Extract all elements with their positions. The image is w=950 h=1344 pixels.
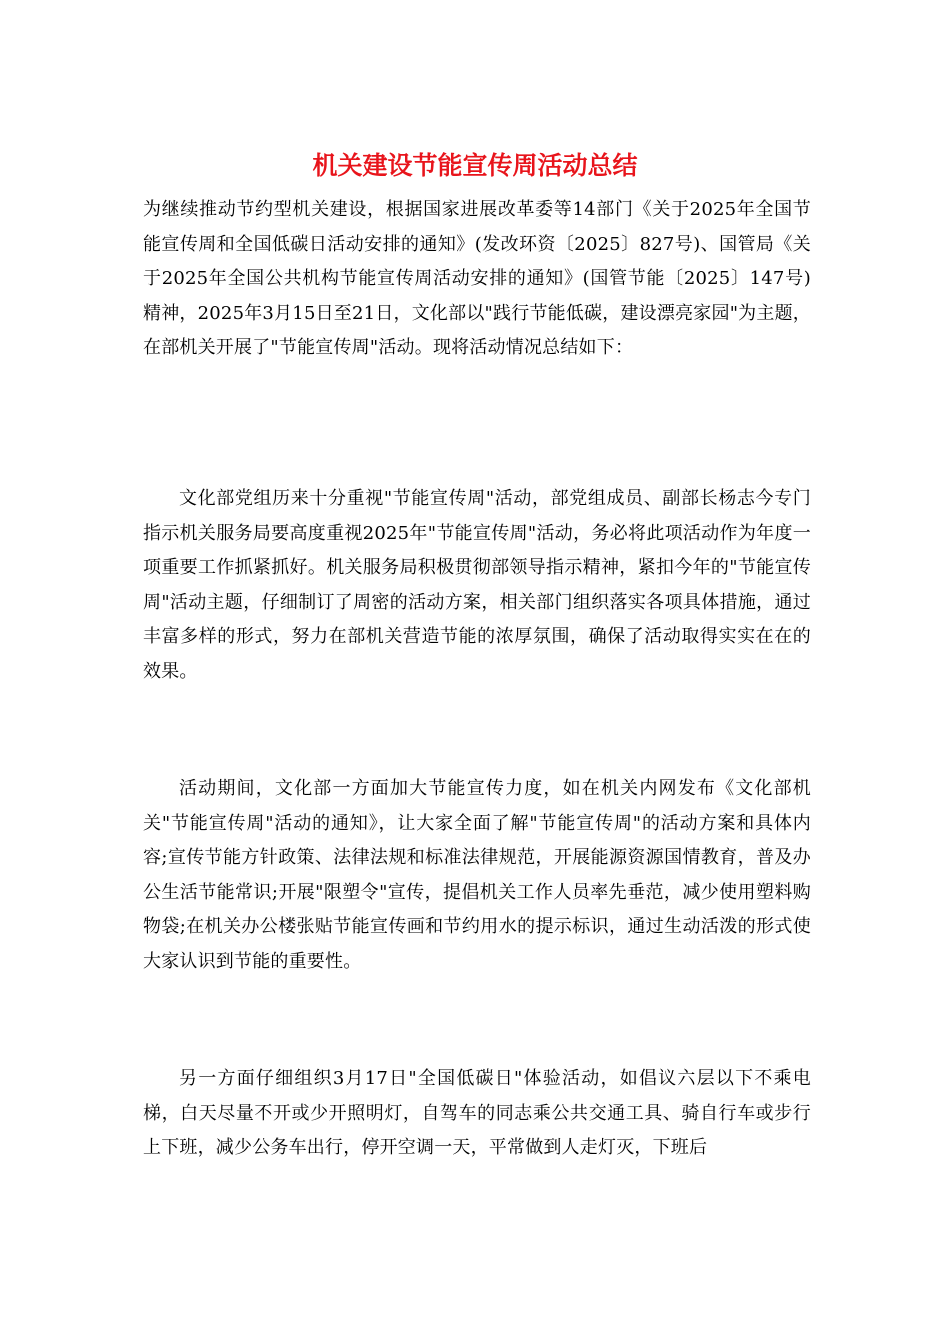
document-title: 机关建设节能宣传周活动总结 (312, 151, 638, 180)
paragraph-intro: 为继续推动节约型机关建设，根据国家进展改革委等14部门《关于2025年全国节能宣传周和全国低碳日活动安排的通知》(发改环资〔2025〕827号)、国管局《关于2025年全国公共机构节能宣传周活动安排的通知》(国管节能〔2025〕147号)精神，2025年3月15日至21日，文化部以"践行节能低碳，建设漂亮家园"为主题，在部机关开展了"节能宣传周"活动。现将活动情况总结如下： (143, 199, 811, 359)
paragraph-low-carbon-day: 另一方面仔细组织3月17日"全国低碳日"体验活动，如倡议六层以下不乘电梯，白天尽量不开或少开照明灯，自驾车的同志乘公共交通工具、骑自行车或步行上下班，减少公务车出行，停开空调一天，平常做到人走灯灭，下班后 (143, 1068, 811, 1159)
paragraph-leadership: 文化部党组历来十分重视"节能宣传周"活动，部党组成员、副部长杨志今专门指示机关服务局要高度重视2025年"节能宣传周"活动，务必将此项活动作为年度一项重要工作抓紧抓好。机关服务局积极贯彻部领导指示精神，紧扣今年的"节能宣传周"活动主题，仔细制订了周密的活动方案，相关部门组织落实各项具体措施，通过丰富多样的形式，努力在部机关营造节能的浓厚氛围，确保了活动取得实实在在的效果。 (143, 488, 811, 682)
paragraph-publicity: 活动期间，文化部一方面加大节能宣传力度，如在机关内网发布《文化部机关"节能宣传周"活动的通知》，让大家全面了解"节能宣传周"的活动方案和具体内容;宣传节能方针政策、法律法规和标准法律规范，开展能源资源国情教育，普及办公生活节能常识;开展"限塑令"宣传，提倡机关工作人员率先垂范，减少使用塑料购物袋;在机关办公楼张贴节能宣传画和节约用水的提示标识，通过生动活泼的形式使大家认识到节能的重要性。 (143, 778, 811, 972)
